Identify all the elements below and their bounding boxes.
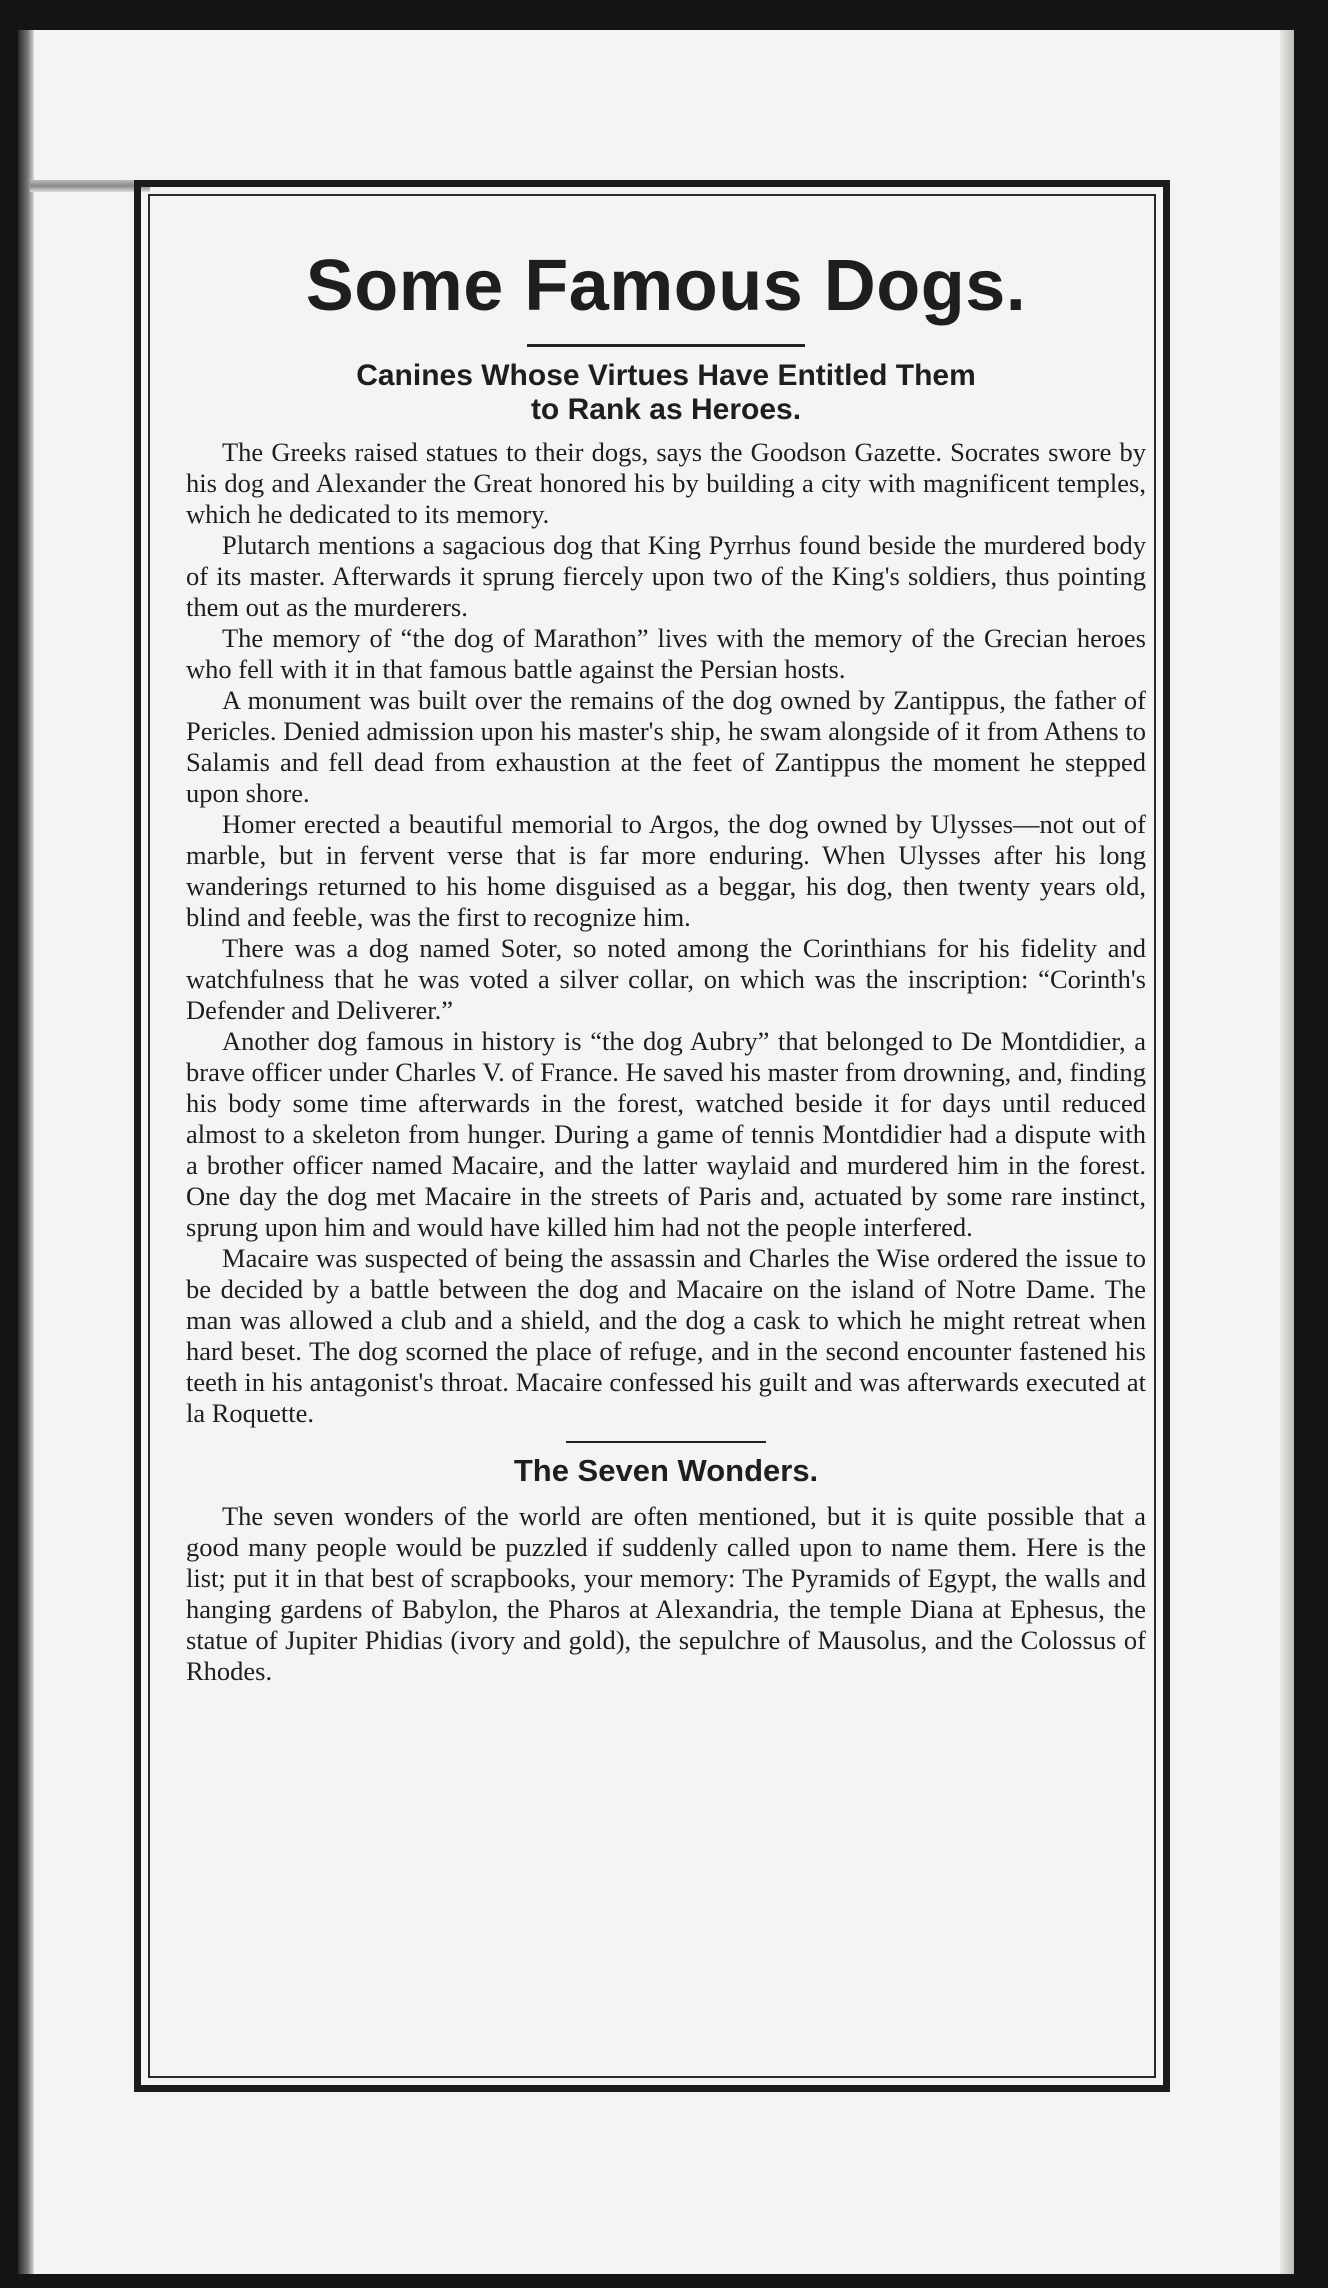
paragraph-plutarch: Plutarch mentions a sagacious dog that King Pyrrhus found beside the murdered body of its master. Afterwards it sprung fiercely upon two of the King's soldiers, thus pointing them out as the murderers. bbox=[186, 530, 1146, 622]
section-title: The Seven Wonders. bbox=[513, 1453, 819, 1488]
paragraph-seven-wonders: The seven wonders of the world are often mentioned, but it is quite possible that a good many people would be puzzled if suddenly called upon to name them. Here is the list; put it in that best of scrapbooks, your memory: The Pyramids of Egypt, the walls and hanging gardens of Babylon, the Pharos at Alexandria, the temple Diana at Ephesus, the statue of Jupiter Phidias (ivory and gold), the sepulchre of Mausolus, and the Colossus of Rhodes. bbox=[186, 1501, 1146, 1686]
paragraph-zantippus: A monument was built over the remains of the dog owned by Zantippus, the father of Pericles. Denied admission upon his master's ship, he swam alongside of it from Athens to Salamis and fell dead from exhaustion at the feet of Zantippus the moment he stepped upon shore. bbox=[186, 685, 1146, 808]
paragraph-soter: There was a dog named Soter, so noted among the Corinthians for his fidelity and watchfulness that he was voted a silver collar, on which was the inscription: “Corinth's Defender and Deliverer.” bbox=[186, 933, 1146, 1025]
article-content bbox=[186, 232, 1146, 2052]
paragraph-greeks: The Greeks raised statues to their dogs, says the Goodson Gazette. Socrates swore by his dog and Alexander the Great honored his by building a city with magnificent temples, which he dedicated to its memory. bbox=[186, 437, 1146, 529]
article-subtitle bbox=[186, 359, 1146, 427]
paragraph-homer: Homer erected a beautiful memorial to Argos, the dog owned by Ulysses—not out of marble, but in fervent verse that is far more enduring. When Ulysses after his long wanderings returned to his home disguised as a beggar, his dog, then twenty years old, blind and feeble, was the first to recognize him. bbox=[186, 809, 1146, 932]
article-title: Some Famous Dogs. bbox=[305, 246, 1027, 326]
page-binding-edge bbox=[18, 30, 34, 2274]
section-rule bbox=[566, 1441, 766, 1443]
title-rule bbox=[527, 344, 805, 347]
paragraph-marathon: The memory of “the dog of Marathon” lives with the memory of the Grecian heroes who fell with it in that famous battle against the Persian hosts. bbox=[186, 623, 1146, 684]
subtitle-line-1: Canines Whose Virtues Have Entitled Them bbox=[356, 359, 976, 392]
page-right-edge bbox=[1280, 30, 1294, 2274]
subtitle-line-2: to Rank as Heroes. bbox=[530, 393, 802, 426]
binding-tab bbox=[30, 180, 150, 192]
paragraph-macaire: Macaire was suspected of being the assassin and Charles the Wise ordered the issue to be decided by a battle between the dog and Macaire on the island of Notre Dame. The man was allowed a club and a shield, and the dog a cask to which he might retreat when hard beset. The dog scorned the place of refuge, and in the second encounter fastened his teeth in his antagonist's throat. Macaire confessed his guilt and was afterwards executed at la Roquette. bbox=[186, 1243, 1146, 1428]
paragraph-aubry: Another dog famous in history is “the dog Aubry” that belonged to De Montdidier, a brave officer under Charles V. of France. He saved his master from drowning, and, finding his body some time afterwards in the forest, watched beside it for days until reduced almost to a skeleton from hunger. During a game of tennis Montdidier had a dispute with a brother officer named Macaire, and the latter waylaid and murdered him in the forest. One day the dog met Macaire in the streets of Paris and, actuated by some rare instinct, sprung upon him and would have killed him had not the people interfered. bbox=[186, 1026, 1146, 1242]
